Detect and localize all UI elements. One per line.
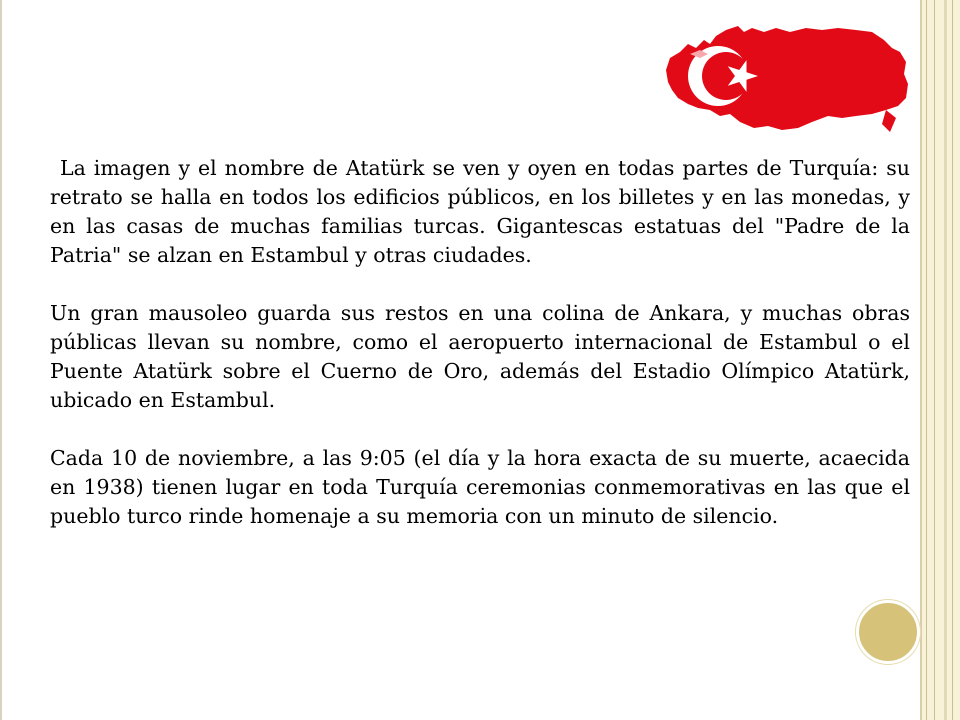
paragraph-commemoration: Cada 10 de noviembre, a las 9:05 (el día y la hora exacta de su muerte, acaecida en 1938) tienen lugar en toda Turquía ceremonias conmemorativas en las que el pueblo turco rinde homenaje a su memoria con un minuto de silencio. bbox=[50, 446, 910, 528]
strip-line bbox=[934, 0, 935, 720]
strip-line bbox=[920, 0, 922, 720]
slide-left-border bbox=[0, 0, 2, 720]
strip-line bbox=[926, 0, 927, 720]
slide-body-text bbox=[50, 154, 910, 531]
gold-circle-icon bbox=[856, 600, 920, 664]
strip-line bbox=[952, 0, 953, 720]
paragraph-mausoleum: Un gran mausoleo guarda sus restos en una colina de Ankara, y muchas obras públicas llevan su nombre, como el aeropuerto internacional de Estambul o el Puente Atatürk sobre el Cuerno de Oro, además del Estadio Olímpico Atatürk, ubicado en Estambul. bbox=[50, 301, 910, 412]
paragraph-ataturk-image: La imagen y el nombre de Atatürk se ven y oyen en todas partes de Turquía: su retrato se halla en todos los edificios públicos, en los billetes y en las monedas, y en las casas de muchas familias turcas. Gigantescas estatuas del "Padre de la Patria" se alzan en Estambul y otras ciudades. bbox=[50, 156, 910, 267]
turkey-map-coast-detail bbox=[882, 110, 896, 132]
strip-line bbox=[944, 0, 947, 720]
turkey-flag-map-icon bbox=[660, 18, 914, 138]
